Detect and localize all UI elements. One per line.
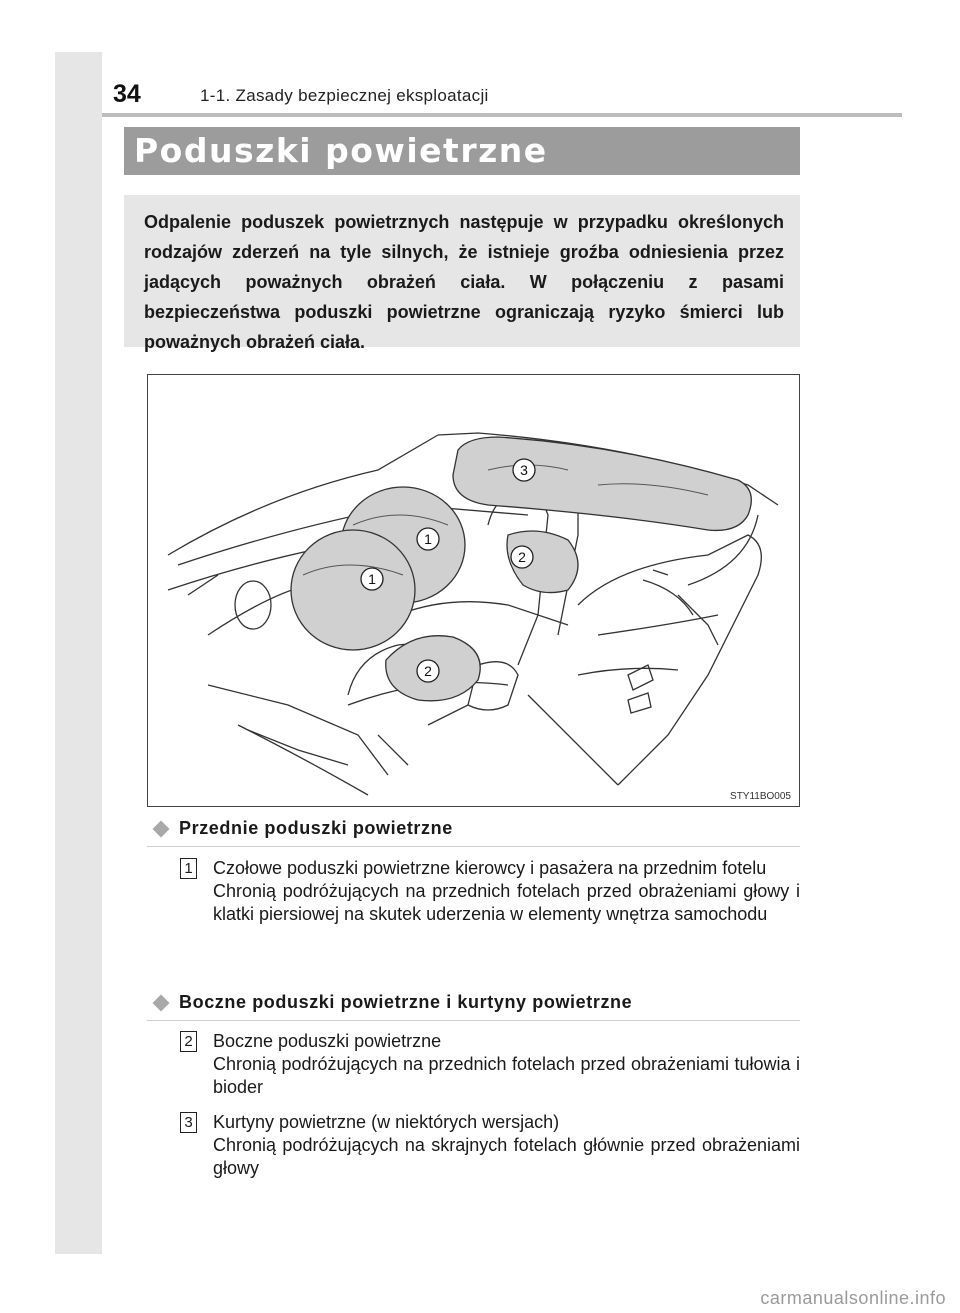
item-description: Chronią podróżujących na skrajnych fotelach głównie przed obrażeniami głowy [213,1135,800,1178]
watermark: carmanualsonline.info [760,1288,946,1308]
list-item [180,1111,800,1180]
item-title: Kurtyny powietrzne (w niektórych wersjach) [213,1112,560,1132]
svg-text:2: 2 [424,663,432,679]
curtain-airbag-shape [453,437,751,530]
diamond-bullet-icon [153,820,170,837]
svg-text:1: 1 [424,531,432,547]
section-rule [147,1020,800,1021]
chapter-title: 1-1. Zasady bezpiecznej eksploatacji [200,86,489,105]
item-number-badge: 3 [180,1112,197,1133]
svg-text:1: 1 [368,571,376,587]
section-heading-text: Przednie poduszki powietrzne [179,818,453,838]
figure-code: STY11BO005 [730,791,791,802]
callout-2-upper [511,546,533,568]
list-item [180,1030,800,1099]
svg-text:3: 3 [520,462,528,478]
item-description: Chronią podróżujących na przednich fotelach przed obrażeniami tułowia i bioder [213,1054,800,1097]
list-item [180,857,800,926]
airbag-illustration [147,374,800,807]
item-number-badge: 1 [180,858,197,879]
item-title: Czołowe poduszki powietrzne kierowcy i pasażera na przednim fotelu [213,858,767,878]
section-heading-side-airbags [155,992,632,1013]
callout-1-upper [417,528,439,550]
section-heading-front-airbags [155,818,453,839]
item-number-badge: 2 [180,1031,197,1052]
page-number: 34 [113,80,141,108]
section-rule [147,846,800,847]
car-interior-drawing [148,375,800,807]
section-heading-text: Boczne poduszki powietrzne i kurtyny powietrzne [179,992,633,1012]
item-title: Boczne poduszki powietrzne [213,1031,442,1051]
sidebar-strip [55,52,102,1254]
page-title: Poduszki powietrzne [124,127,800,175]
svg-text:2: 2 [518,549,526,565]
driver-front-airbag-shape [291,530,415,650]
callout-2-lower [417,660,439,682]
item-description: Chronią podróżujących na przednich fotelach przed obrażeniami głowy i klatki piersiowej na skutek uderzenia w elementy wnętrza samochodu [213,881,800,924]
callout-1-lower [361,568,383,590]
callout-3 [513,459,535,481]
header-rule [102,113,902,117]
intro-box [124,195,800,352]
diamond-bullet-icon [153,994,170,1011]
intro-text: Odpalenie poduszek powietrznych następuje w przypadku określonych rodzajów zderzeń na tyle silnych, że istnieje groźba odniesienia przez jadących poważnych obrażeń ciała. W połączeniu z pasami bezpieczeństwa poduszki powietrzne ograniczają ryzyko śmierci lub poważnych obrażeń ciała. [144,212,784,352]
